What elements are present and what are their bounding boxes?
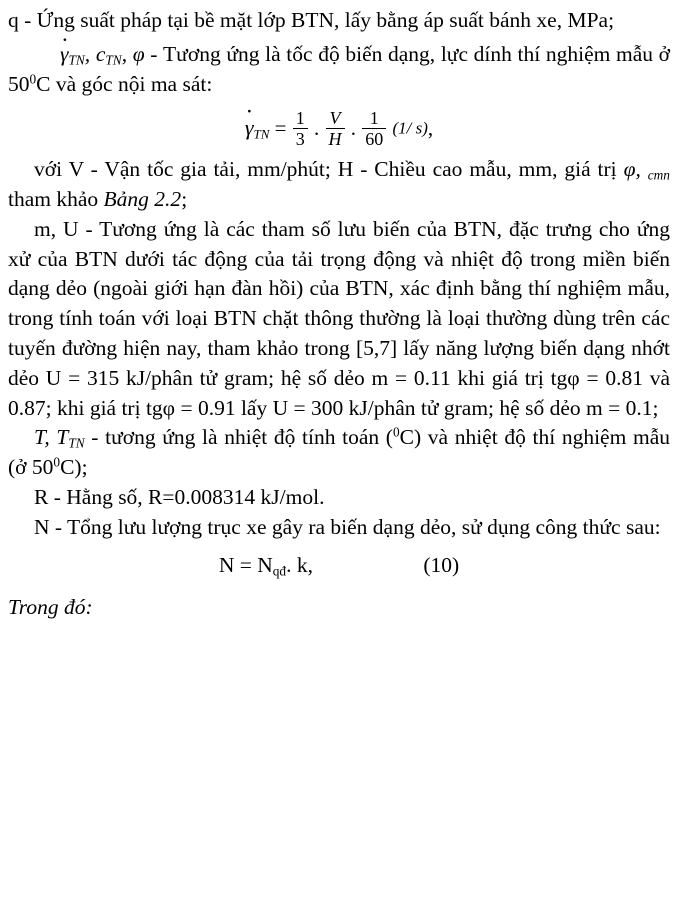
- formula-gamma-dot-2: .: [350, 115, 356, 140]
- paragraph-t-ttn: [8, 423, 670, 483]
- frac-2-denominator: H: [328, 128, 342, 149]
- paragraph-n: [8, 513, 670, 543]
- paragraph-t-ttn-text-1: - tương ứng là nhiệt độ tính toán (: [84, 425, 393, 450]
- paragraph-voi-v-text-1: với V - Vận tốc gia tải, mm/phút; H - Chiều cao mẫu, mm, giá trị: [34, 157, 624, 182]
- paragraph-m-u-text: m, U - Tương ứng là các tham số lưu biến của BTN, đặc trưng cho ứng xử của BTN dưới tác động của tải trọng động và nhiệt độ trong miền biến dạng dẻo (ngoài giới hạn đàn hồi) của BTN, xác định bằng thí nghiệm mẫu, trong tính toán với loại BTN chặt thông thường là loại thường dùng trên các tuyến đường hiện nay, tham khảo trong [5,7] lấy năng lượng biến dạng nhớt dẻo U = 315 kJ/phân tử gram; hệ số dẻo m = 0.11 khi giá trị tgφ = 0.81 và 0.87; khi giá trị tgφ = 0.91 lấy U = 300 kJ/phân tử gram; hệ số dẻo m = 0.1;: [8, 216, 670, 420]
- closing-line: [8, 593, 670, 623]
- closing-text: Trong đó:: [8, 594, 93, 619]
- frac-3-denominator: 60: [365, 128, 384, 149]
- frac-3-numerator: 1: [362, 108, 386, 129]
- formula-gamma-unit: (1/ s): [392, 118, 428, 138]
- formula-gamma-dot-1: .: [314, 115, 320, 140]
- formula-n-number: (10): [423, 552, 460, 577]
- reference-bang-2-2: Bảng 2.2: [103, 187, 182, 212]
- frac-1-denominator: 3: [295, 128, 305, 149]
- formula-gamma-frac-2: [326, 108, 345, 149]
- formula-n: [219, 551, 313, 581]
- paragraph-gamma-text-1: - Tương ứng là tốc độ biến dạng, lực dính thí nghiệm mẫu ở 50: [8, 41, 671, 96]
- formula-n-lhs: N = N: [218, 552, 273, 577]
- paragraph-voi-v-text-2: tham khảo: [8, 187, 104, 212]
- paragraph-q: [8, 6, 670, 36]
- paragraph-r: [8, 483, 670, 513]
- frac-1-numerator: 1: [293, 108, 308, 129]
- formula-gamma-equals: =: [274, 115, 287, 140]
- paragraph-gamma-text-2: C và góc nội ma sát:: [36, 71, 213, 96]
- paragraph-gamma-ctn-phi: [8, 40, 670, 100]
- paragraph-t-ttn-sup-1: 0: [392, 424, 400, 440]
- formula-n-line: [8, 551, 670, 581]
- symbol-t-ttn: T, $T_{TN}$: [34, 425, 85, 452]
- formula-gamma-tn: [8, 108, 670, 149]
- formula-gamma-frac-1: [293, 108, 308, 149]
- paragraph-t-ttn-text-2: C) và nhiệt độ thí nghiệm mẫu (ở 50: [8, 425, 670, 480]
- frac-2-numerator: V: [326, 108, 345, 129]
- paragraph-t-ttn-sup-2: 0: [53, 455, 61, 471]
- paragraph-m-u: [8, 215, 670, 423]
- paragraph-r-text: R - Hằng số, R=0.008314 kJ/mol.: [34, 485, 325, 510]
- formula-gamma-lhs: $\gamma \cdot_{TN}$: [245, 115, 270, 143]
- paragraph-voi-v-symbols: φ, $_{cтn}$: [623, 157, 670, 183]
- formula-gamma-frac-3: [362, 108, 386, 149]
- paragraph-n-text: N - Tổng lưu lượng trục xe gây ra biến dạng dẻo, sử dụng công thức sau:: [34, 515, 661, 540]
- paragraph-voi-v-text-3: ;: [181, 187, 188, 212]
- paragraph-gamma-sup: 0: [29, 71, 37, 87]
- paragraph-voi-v: [8, 155, 670, 215]
- paragraph-q-text: q - Ứng suất pháp tại bề mặt lớp BTN, lấy bằng áp suất bánh xe, MPa;: [8, 8, 615, 32]
- paragraph-t-ttn-text-3: C);: [60, 455, 88, 480]
- symbol-gamma-dot-ctn-phi: $\gamma \cdot_{TN}$, $c_{TN}$, φ: [34, 42, 145, 66]
- formula-n-subscript: qđ: [272, 563, 287, 579]
- formula-n-rhs: . k,: [286, 552, 313, 577]
- formula-gamma-comma: ,: [427, 115, 434, 140]
